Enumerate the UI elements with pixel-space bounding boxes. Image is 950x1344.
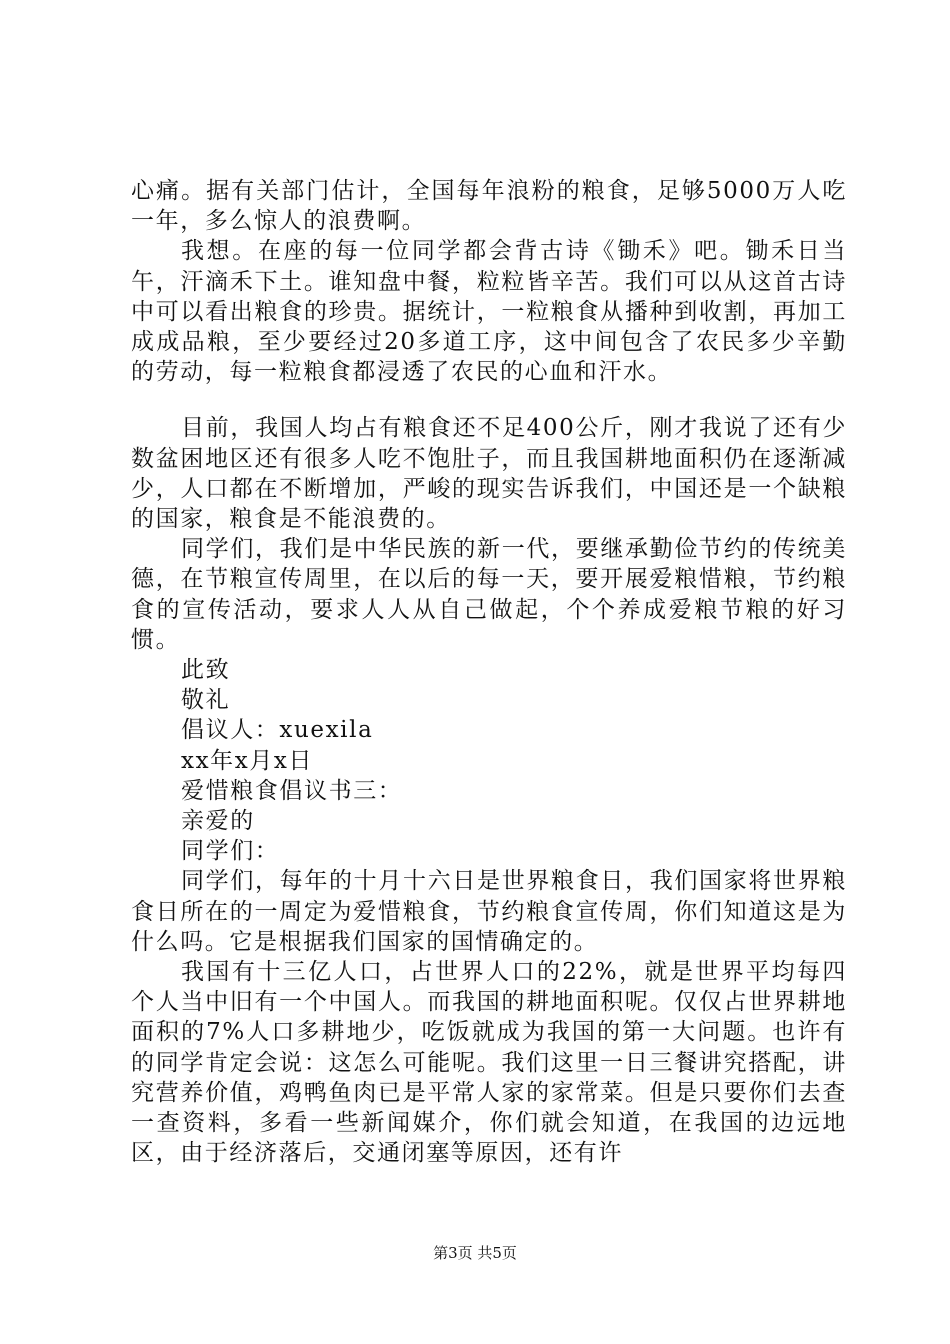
page-footer: 第3页 共5页 [433,1244,517,1262]
date-line: xx年x月x日 [181,747,314,774]
greeting-line-1: 亲爱的 [181,808,255,835]
paragraph-poem: 我想。在座的每一位同学都会背古诗《锄禾》吧。锄禾日当午，汗滴禾下土。谁知盘中餐，粒粒皆辛苦。我们可以从这首古诗中可以看出粮食的珍贵。据统计，一粒粮食从播种到收割，再加工成成品粮，至少要经过20多道工序，这中间包含了农民多少辛勤的劳动，每一粒粮食都浸透了农民的心血和汗水。 [131,238,847,386]
paragraph-food-day: 同学们，每年的十月十六日是世界粮食日，我们国家将世界粮食日所在的一周定为爱惜粮食，节约粮食宣传周，你们知道这是为什么吗。它是根据我们国家的国情确定的。 [131,868,847,955]
paragraph-call-to-action: 同学们，我们是中华民族的新一代，要继承勤俭节约的传统美德，在节粮宣传周里，在以后的每一天，要开展爱粮惜粮，节约粮食的宣传活动，要求人人从自己做起，个个养成爱粮节粮的好习惯。 [131,536,847,653]
paragraph-continuation: 心痛。据有关部门估计，全国每年浪粉的粮食，足够5000万人吃一年，多么惊人的浪费啊。 [131,178,847,235]
section-title: 爱惜粮食倡议书三： [181,777,403,804]
greeting-line-2: 同学们： [181,838,280,865]
paragraph-grain-situation: 目前，我国人均占有粮食还不足400公斤，刚才我说了还有少数盆困地区还有很多人吃不饱肚子，而且我国耕地面积仍在逐渐减少，人口都在不断增加，严峻的现实告诉我们，中国还是一个缺粮的国家，粮食是不能浪费的。 [131,415,847,533]
signature-line: 倡议人：xuexila [181,717,374,744]
closing-salutation: 此致 [181,657,231,684]
closing-regards: 敬礼 [181,687,231,714]
paragraph-population: 我国有十三亿人口，占世界人口的22%，就是世界平均每四个人当中旧有一个中国人。而我国的耕地面积呢。仅仅占世界耕地面积的7%人口多耕地少，吃饭就成为我国的第一大问题。也许有的同学肯定会说：这怎么可能呢。我们这里一日三餐讲究搭配，讲究营养价值，鸡鸭鱼肉已是平常人家的家常菜。但是只要你们去查一查资料，多看一些新闻媒介，你们就会知道，在我国的边远地区，由于经济落后，交通闭塞等原因，还有许 [131,959,847,1167]
document-body [131,176,847,1169]
